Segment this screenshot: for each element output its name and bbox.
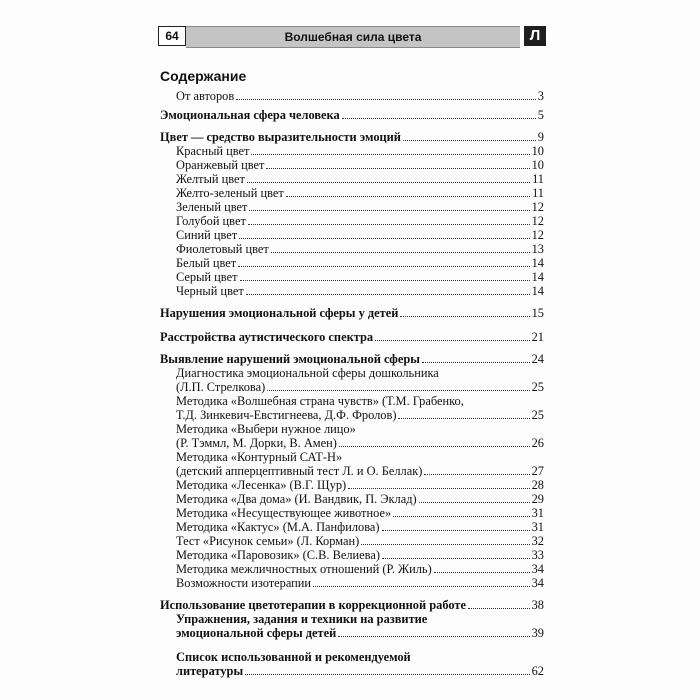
leader-dots [266,168,529,169]
leader-dots [267,390,529,391]
toc-entry-page: 12 [531,200,544,214]
publisher-logo: Л [524,26,546,46]
toc-entry-page: 10 [531,144,544,158]
leader-dots [382,530,530,531]
leader-dots [348,488,529,489]
toc-entry-page: 12 [531,228,544,242]
running-title: Волшебная сила цвета [186,26,520,48]
leader-dots [239,238,529,239]
toc-entry-page: 14 [531,256,544,270]
toc-entry [160,520,544,534]
leader-dots [249,210,529,211]
toc-entry-label: Список использованной и рекомендуемой [176,650,411,664]
toc-entry [160,284,544,298]
leader-dots [245,674,529,675]
leader-dots [400,316,529,317]
leader-dots [247,182,530,183]
toc-entry-page: 11 [532,172,544,186]
toc-entry-page: 24 [531,352,544,366]
toc-entry-page: 9 [537,130,544,144]
toc-entry-label: Желтый цвет [176,172,245,186]
leader-dots [393,516,529,517]
toc-entry-label: Серый цвет [176,270,238,284]
toc-entry-label: Т.Д. Зинкевич-Евстигнеева, Д.Ф. Фролов) [176,408,397,422]
toc-entry [160,664,544,678]
toc-entry [160,89,544,103]
toc-entry-page: 26 [531,436,544,450]
leader-dots [246,294,530,295]
toc-entry [160,228,544,242]
leader-dots [398,418,529,419]
toc-entry-label: Возможности изотерапии [176,576,312,590]
toc-entry-label: литературы [176,664,244,678]
toc-entry-label: Методика межличностных отношений (Р. Жиль) [176,562,432,576]
leader-dots [424,474,529,475]
toc-entry-label: Методика «Волшебная страна чувств» (Т.М. Грабенко, [176,394,464,408]
toc-entry-label: Методика «Паровозик» (С.В. Велиева) [176,548,380,562]
toc-entry-label: Зеленый цвет [176,200,248,214]
toc-entry [160,214,544,228]
toc-section [160,598,544,612]
toc-entry-page: 13 [531,242,544,256]
leader-dots [286,196,530,197]
toc-entry [160,186,544,200]
toc-entry [160,506,544,520]
toc-entry-page: 31 [531,520,544,534]
toc-entry-page: 14 [531,284,544,298]
leader-dots [240,280,530,281]
toc-entry [160,144,544,158]
leader-dots [236,99,536,100]
toc-entry [160,650,544,664]
toc-entry [160,158,544,172]
leader-dots [271,252,530,253]
toc-entry [160,548,544,562]
leader-dots [313,586,530,587]
toc-entry-page: 5 [537,108,544,122]
toc-entry-page: 31 [531,506,544,520]
toc-entry-label: (детский апперцептивный тест Л. и О. Беллак) [176,464,423,478]
toc-entry-page: 14 [531,270,544,284]
toc-entry-label: Черный цвет [176,284,244,298]
toc-entry-label: Упражнения, задания и техники на развитие [176,612,428,626]
toc-entry-page: 10 [531,158,544,172]
toc-entry [160,394,544,408]
toc-entry [160,436,544,450]
toc-entry-label: Методика «Несуществующее животное» [176,506,392,520]
toc-entry-label: Белый цвет [176,256,237,270]
leader-dots [468,608,530,609]
toc-entry-label: Тест «Рисунок семьи» (Л. Корман) [176,534,360,548]
toc-entry [160,626,544,640]
toc-entry-page: 39 [531,626,544,640]
toc-entry-page: 3 [537,89,544,103]
toc-entry-page: 28 [531,478,544,492]
toc-entry-page: 11 [532,186,544,200]
toc-entry [160,408,544,422]
leader-dots [342,118,536,119]
toc-entry-page: 21 [531,330,544,344]
toc-entry-label: Методика «Два дома» (И. Вандвик, П. Эклад) [176,492,417,506]
toc-entry-label: эмоциональной сферы детей [176,626,337,640]
leader-dots [251,154,529,155]
toc-entry-label: Нарушения эмоциональной сферы у детей [160,306,399,320]
toc-entry-label: Методика «Контурный САТ-Н» [176,450,343,464]
toc-entry-label: Оранжевый цвет [176,158,265,172]
leader-dots [434,572,530,573]
toc-entry [160,478,544,492]
toc-entry-label: (Р. Тэммл, М. Дорки, В. Амен) [176,436,337,450]
toc-section [160,306,544,320]
leader-dots [238,266,529,267]
toc-entry-label: Методика «Кактус» (М.А. Панфилова) [176,520,380,534]
toc-section [160,352,544,366]
leader-dots [422,362,530,363]
toc-entry-label: Цвет — средство выразительности эмоций [160,130,401,144]
toc-entry-label: Эмоциональная сфера человека [160,108,340,122]
toc-entry-label: Красный цвет [176,144,250,158]
toc-entry [160,366,544,380]
toc-entry-label: Методика «Выбери нужное лицо» [176,422,356,436]
toc-entry [160,172,544,186]
page-number: 64 [158,26,186,46]
toc-entry-label: Голубой цвет [176,214,246,228]
toc-entry [160,422,544,436]
toc-entry-label: От авторов [176,89,235,103]
toc-entry [160,256,544,270]
leader-dots [338,636,529,637]
toc-entry-page: 25 [531,380,544,394]
leader-dots [339,446,530,447]
toc-section [160,108,544,122]
toc-title: Содержание [160,68,247,84]
table-of-contents [160,89,544,678]
toc-entry-page: 12 [531,214,544,228]
toc-entry-label: Желто-зеленый цвет [176,186,284,200]
toc-entry [160,380,544,394]
leader-dots [375,340,530,341]
toc-entry [160,612,544,626]
toc-entry-page: 15 [531,306,544,320]
toc-entry-label: Использование цветотерапии в коррекционной работе [160,598,466,612]
leader-dots [419,502,530,503]
toc-entry-label: Выявление нарушений эмоциональной сферы [160,352,420,366]
toc-entry-page: 32 [531,534,544,548]
toc-entry-page: 38 [531,598,544,612]
leader-dots [403,140,536,141]
toc-entry-page: 25 [531,408,544,422]
toc-section [160,130,544,144]
toc-entry [160,492,544,506]
toc-entry-label: Методика «Лесенка» (В.Г. Щур) [176,478,347,492]
leader-dots [361,544,529,545]
leader-dots [248,224,530,225]
toc-entry-page: 34 [531,576,544,590]
toc-entry [160,576,544,590]
toc-section [160,330,544,344]
toc-entry [160,270,544,284]
toc-entry-page: 29 [531,492,544,506]
toc-entry-page: 27 [531,464,544,478]
toc-entry [160,464,544,478]
page-header [158,26,548,48]
toc-entry [160,450,544,464]
toc-entry [160,242,544,256]
toc-entry-label: Расстройства аутистического спектра [160,330,374,344]
toc-entry-page: 34 [531,562,544,576]
toc-entry-page: 62 [531,664,544,678]
toc-entry [160,200,544,214]
toc-entry [160,562,544,576]
toc-entry-label: (Л.П. Стрелкова) [176,380,266,394]
toc-entry-label: Диагностика эмоциональной сферы дошкольника [176,366,439,380]
leader-dots [382,558,530,559]
toc-entry-label: Фиолетовый цвет [176,242,269,256]
toc-entry-page: 33 [531,548,544,562]
toc-entry-label: Синий цвет [176,228,238,242]
toc-entry [160,534,544,548]
